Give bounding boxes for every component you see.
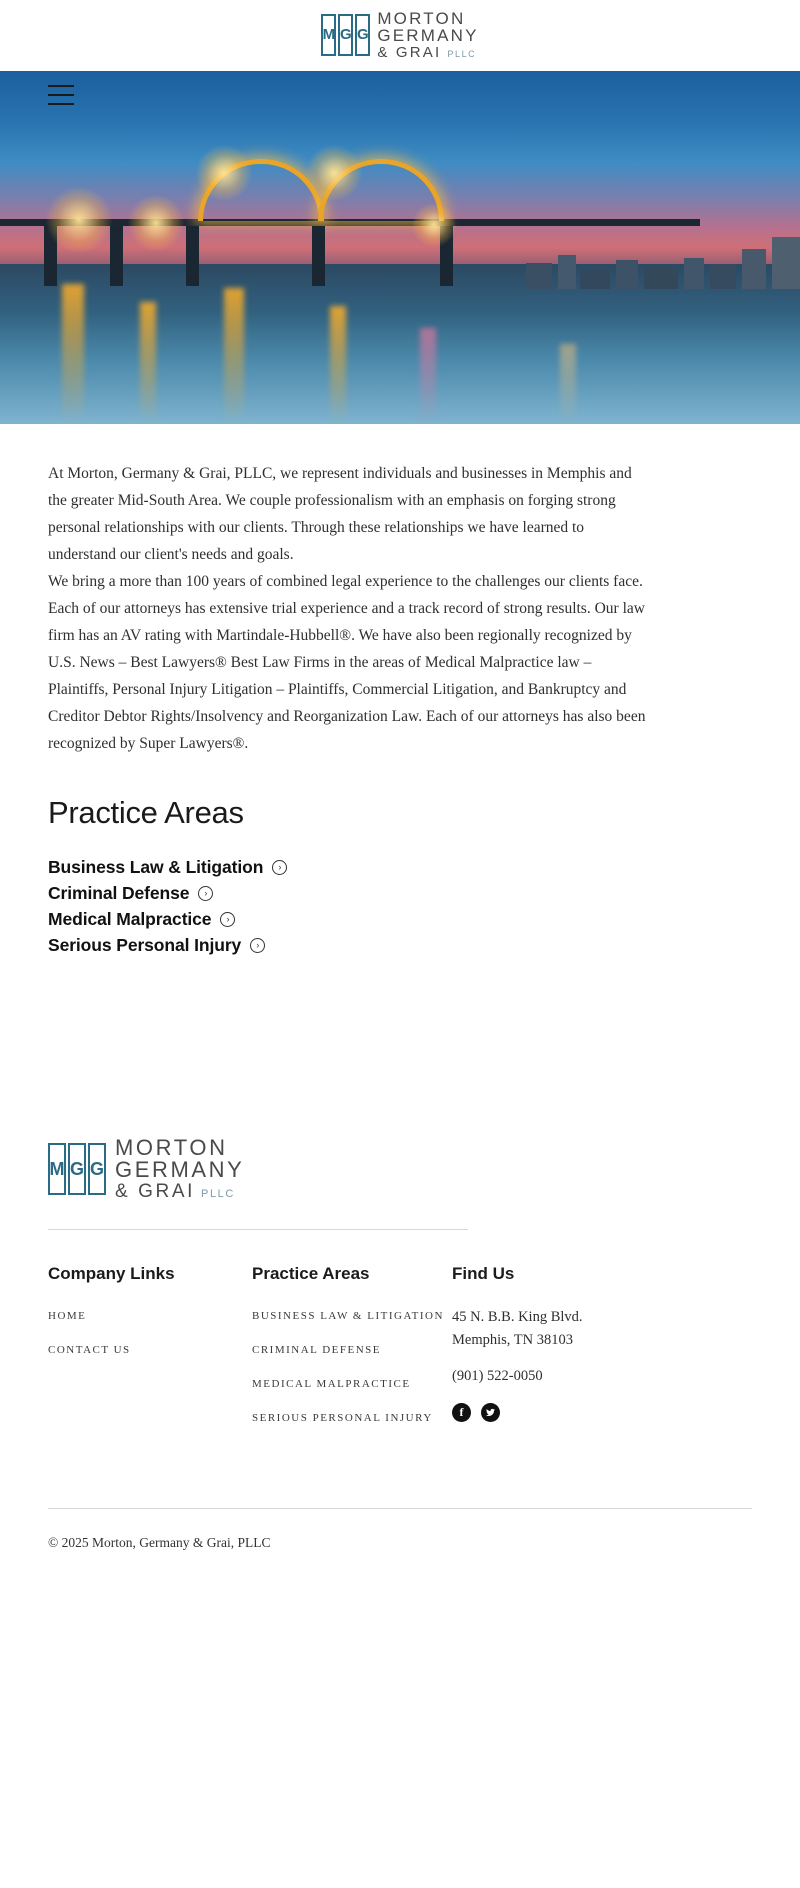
footer-column-practice-areas <box>252 1264 452 1442</box>
practice-area-label: Medical Malpractice <box>48 909 212 929</box>
hero-bridge-pier-2 <box>110 226 123 286</box>
practice-area-item[interactable] <box>48 909 752 930</box>
logo-suffix: PLLC <box>447 48 477 59</box>
footer-phone-number[interactable]: (901) 522-0050 <box>452 1368 543 1385</box>
chevron-right-icon[interactable]: › <box>250 938 265 953</box>
intro-paragraph-1: At Morton, Germany & Grai, PLLC, we represent individuals and businesses in Memphis and the greater Mid-South Area. We couple professionalism with an emphasis on forging strong personal relationships with our clients. Through these relationships we have learned to understand our client's needs and goals. <box>48 465 632 563</box>
logo-line-2: GERMANY <box>377 26 479 46</box>
logo-block-g2: G <box>355 14 370 56</box>
practice-areas-list <box>48 857 752 956</box>
footer-copyright: © 2025 Morton, Germany & Grai, PLLC <box>48 1535 271 1551</box>
site-footer <box>0 1131 800 1591</box>
hero-skyline <box>520 231 800 289</box>
hamburger-bar-2 <box>48 94 74 96</box>
footer-link-medical-malpractice[interactable]: MEDICAL MALPRACTICE <box>252 1378 411 1391</box>
practice-area-label: Business Law & Litigation <box>48 857 264 877</box>
site-logo[interactable] <box>321 10 478 60</box>
facebook-icon[interactable]: f <box>452 1403 471 1422</box>
chevron-right-icon[interactable]: › <box>198 886 213 901</box>
footer-find-us-title: Find Us <box>452 1264 515 1284</box>
logo-line-1: MORTON <box>377 9 466 29</box>
footer-logo-line-3 <box>115 1182 244 1201</box>
footer-address-line-1: 45 N. B.B. King Blvd. <box>452 1309 583 1326</box>
practice-area-label: Serious Personal Injury <box>48 935 242 955</box>
main-content <box>0 424 800 1131</box>
practice-area-label: Criminal Defense <box>48 883 190 903</box>
logo-monogram <box>321 14 370 56</box>
footer-logo-block-m: M <box>48 1143 66 1195</box>
practice-area-item[interactable] <box>48 857 752 878</box>
footer-logo-line-1: MORTON <box>115 1135 228 1160</box>
intro-text <box>48 424 648 757</box>
site-header <box>0 0 800 71</box>
hero-bridge-pier-4 <box>312 226 325 286</box>
footer-logo-block-g2: G <box>88 1143 106 1195</box>
practice-area-item[interactable] <box>48 883 752 904</box>
hero-bridge-pier-3 <box>186 226 199 286</box>
hamburger-menu-icon[interactable] <box>48 85 74 105</box>
practice-areas-title: Practice Areas <box>48 795 244 830</box>
chevron-right-icon[interactable]: › <box>272 860 287 875</box>
footer-logo-suffix: PLLC <box>201 1187 235 1200</box>
intro-paragraph-2: We bring a more than 100 years of combined legal experience to the challenges our clients face. Each of our attorneys has extensive trial experience and a track record of strong results. Our law firm has an AV rating with Martindale-Hubbell®. We have also been regionally recognized by U.S. News – Best Lawyers® Best Law Firms in the areas of Medical Malpractice law – Plaintiffs, Personal Injury Litigation – Plaintiffs, Commercial Litigation, and Bankruptcy and Creditor Debtor Rights/Insolvency and Reorganization Law. Each of our attorneys has also been recognized by Super Lawyers®. <box>48 573 646 752</box>
practice-area-item[interactable] <box>48 935 752 956</box>
footer-logo-line-3-text: & GRAI <box>115 1180 196 1202</box>
footer-logo-monogram <box>48 1143 106 1195</box>
footer-link-business-law[interactable]: BUSINESS LAW & LITIGATION <box>252 1310 444 1323</box>
footer-columns <box>48 1230 752 1442</box>
logo-line-3-text: & GRAI <box>377 43 442 61</box>
footer-link-criminal-defense[interactable]: CRIMINAL DEFENSE <box>252 1344 382 1357</box>
logo-line-3 <box>377 45 478 60</box>
chevron-right-icon[interactable]: › <box>220 912 235 927</box>
content-spacer <box>48 961 752 1131</box>
footer-address <box>452 1306 652 1352</box>
footer-address-line-2: Memphis, TN 38103 <box>452 1332 573 1349</box>
logo-block-g1: G <box>338 14 353 56</box>
twitter-icon[interactable] <box>481 1403 500 1422</box>
footer-logo-line-2: GERMANY <box>115 1157 245 1183</box>
footer-link-serious-personal-injury[interactable]: SERIOUS PERSONAL INJURY <box>252 1412 433 1425</box>
footer-social-links <box>452 1403 652 1422</box>
footer-link-contact-us[interactable]: CONTACT US <box>48 1344 131 1357</box>
footer-practice-areas-title: Practice Areas <box>252 1264 370 1284</box>
logo-wordmark <box>377 10 478 60</box>
hamburger-bar-1 <box>48 85 74 87</box>
logo-block-m: M <box>321 14 336 56</box>
hero-banner <box>0 71 800 424</box>
footer-column-company-links <box>48 1264 252 1442</box>
footer-company-links-title: Company Links <box>48 1264 175 1284</box>
footer-logo-wordmark <box>115 1137 244 1201</box>
hamburger-bar-3 <box>48 103 74 105</box>
footer-logo-block-g1: G <box>68 1143 86 1195</box>
footer-column-find-us <box>452 1264 652 1442</box>
footer-logo[interactable] <box>48 1131 752 1201</box>
footer-link-home[interactable]: HOME <box>48 1310 87 1323</box>
